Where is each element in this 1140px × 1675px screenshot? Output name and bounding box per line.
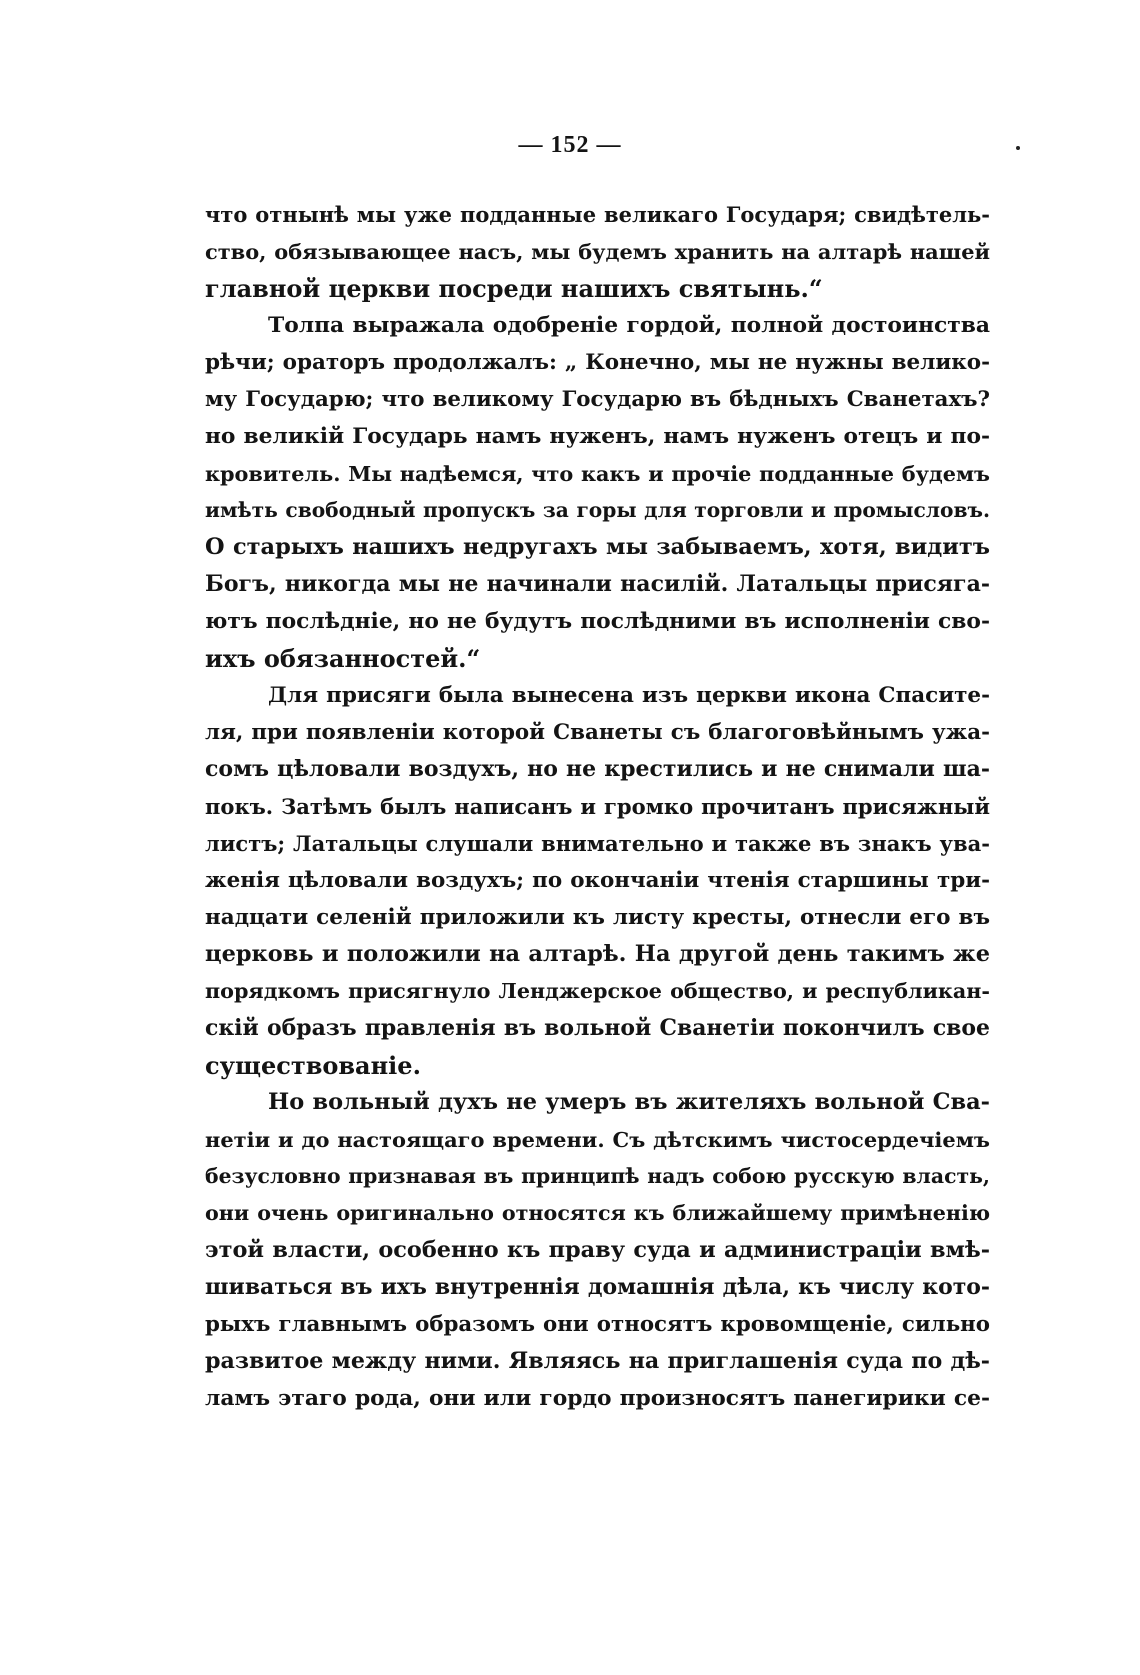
print-speck (1016, 146, 1020, 150)
text-line: кровитель. Мы надѣемся, что какъ и прочіе подданные будемъ (205, 461, 990, 486)
paragraph-2 (205, 307, 990, 677)
text-line: листъ; Латальцы слушали внимательно и также въ знакъ ува- (205, 831, 990, 856)
text-line: они очень оригинально относятся къ ближайшему примѣненію (205, 1201, 990, 1225)
text-line: скій образъ правленія въ вольной Сванетіи покончилъ свое (205, 1015, 990, 1041)
text-line: надцати селеній приложили къ листу кресты, отнесли его въ (205, 905, 990, 930)
paragraph-1 (205, 196, 990, 307)
paragraph-3 (205, 677, 990, 1084)
text-line: женія цѣловали воздухъ; по окончаніи чтенія старшины три- (205, 868, 990, 893)
text-line: Богъ, никогда мы не начинали насилій. Латальцы присяга- (205, 571, 990, 597)
text-line: но великій Государь намъ нуженъ, намъ нуженъ отецъ и по- (205, 424, 990, 449)
text-line: рыхъ главнымъ образомъ они относятъ кровомщеніе, сильно (205, 1312, 990, 1337)
text-line: О старыхъ нашихъ недругахъ мы забываемъ, хотя, видитъ (205, 534, 990, 560)
paragraph-4 (205, 1084, 990, 1417)
text-line: развитое между ними. Являясь на приглашенія суда по дѣ- (205, 1348, 990, 1374)
page-number: — 152 — (518, 132, 622, 158)
text-line: ихъ обязанностей.“ (205, 644, 481, 673)
text-line: ля, при появленіи которой Сванеты съ благоговѣйнымъ ужа- (205, 720, 990, 745)
text-line: рѣчи; ораторъ продолжалъ: „ Конечно, мы не нужны велико- (205, 350, 990, 375)
body-text (205, 196, 990, 1417)
text-line: церковь и положили на алтарѣ. На другой день такимъ же (205, 941, 990, 967)
text-line: имѣть свободный пропускъ за горы для торговли и промысловъ. (205, 498, 990, 522)
text-line: ламъ этаго рода, они или гордо произносятъ панегирики се- (205, 1386, 990, 1411)
text-line: Для присяги была вынесена изъ церкви икона Спасите- (268, 683, 990, 708)
text-line: шиваться въ ихъ внутреннія домашнія дѣла, къ числу кото- (205, 1274, 990, 1300)
text-line: му Государю; что великому Государю въ бѣдныхъ Сванетахъ? (205, 387, 990, 412)
text-line: ство, обязывающее насъ, мы будемъ хранить на алтарѣ нашей (205, 239, 990, 264)
text-line: Толпа выражала одобреніе гордой, полной достоинства (268, 313, 990, 338)
text-line: главной церкви посреди нашихъ святынь.“ (205, 274, 823, 303)
text-line: сомъ цѣловали воздухъ, но не крестились и не снимали ша- (205, 756, 990, 782)
text-line: этой власти, особенно къ праву суда и администраціи вмѣ- (205, 1237, 990, 1263)
text-line: ютъ послѣдніе, но не будутъ послѣдними въ исполненіи сво- (205, 609, 990, 634)
text-line: покъ. Затѣмъ былъ написанъ и громко прочитанъ присяжный (205, 794, 990, 819)
text-line: существованіе. (205, 1051, 421, 1080)
text-line: что отнынѣ мы уже подданные великаго Государя; свидѣтель- (205, 202, 990, 227)
text-line: порядкомъ присягнуло Ленджерское общество, и республикан- (205, 979, 990, 1003)
text-line: нетіи и до настоящаго времени. Съ дѣтскимъ чистосердечіемъ (205, 1127, 990, 1152)
text-line: безусловно признавая въ принципѣ надъ собою русскую власть, (205, 1164, 990, 1188)
text-line: Но вольный духъ не умеръ въ жителяхъ вольной Сва- (268, 1089, 990, 1115)
